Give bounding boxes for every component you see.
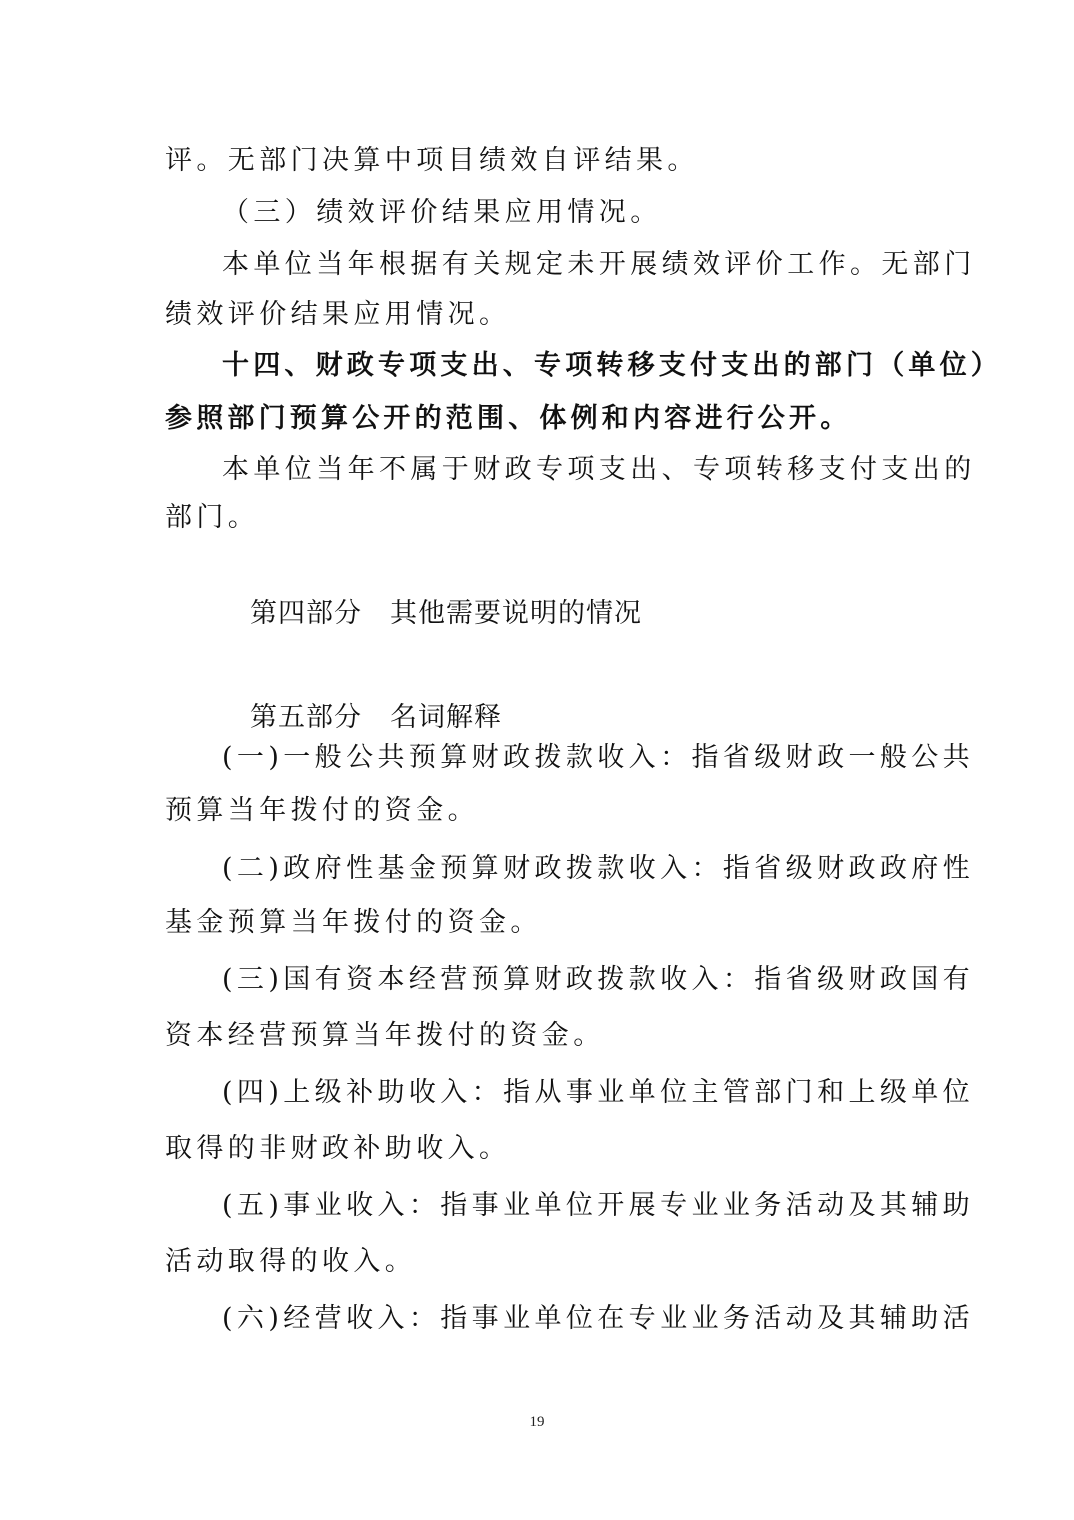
part-four-heading: 第四部分 其他需要说明的情况 (250, 598, 642, 629)
definition-line: 活动取得的收入。 (165, 1246, 417, 1277)
definition-line: (四)上级补助收入：指从事业单位主管部门和上级单位 (222, 1077, 975, 1108)
definition-line: 预算当年拨付的资金。 (165, 795, 479, 826)
definition-line: 取得的非财政补助收入。 (165, 1133, 511, 1164)
definition-line: 基金预算当年拨付的资金。 (165, 907, 542, 938)
section-heading-bold-cont: 参照部门预算公开的范围、体例和内容进行公开。 (165, 403, 852, 434)
text-line: 部门。 (165, 502, 260, 533)
definition-line: (三)国有资本经营预算财政拨款收入：指省级财政国有 (222, 964, 975, 995)
section-heading-bold: 十四、财政专项支出、专项转移支付支出的部门（单位） (222, 350, 1002, 381)
text-line: 本单位当年根据有关规定未开展绩效评价工作。无部门 (222, 249, 976, 280)
definition-line: 资本经营预算当年拨付的资金。 (165, 1020, 605, 1051)
definition-line: (五)事业收入：指事业单位开展专业业务活动及其辅助 (222, 1190, 975, 1221)
text-line: 绩效评价结果应用情况。 (165, 299, 511, 330)
section-subheading: （三）绩效评价结果应用情况。 (222, 197, 662, 228)
text-line: 本单位当年不属于财政专项支出、专项转移支付支出的 (222, 454, 976, 485)
page-number: 19 (529, 1414, 545, 1430)
definition-line: (六)经营收入：指事业单位在专业业务活动及其辅助活 (222, 1303, 975, 1334)
text-line: 评。无部门决算中项目绩效自评结果。 (165, 145, 699, 176)
definition-line: (一)一般公共预算财政拨款收入：指省级财政一般公共 (222, 742, 975, 773)
part-five-heading: 第五部分 名词解释 (250, 702, 502, 733)
definition-line: (二)政府性基金预算财政拨款收入：指省级财政政府性 (222, 853, 975, 884)
